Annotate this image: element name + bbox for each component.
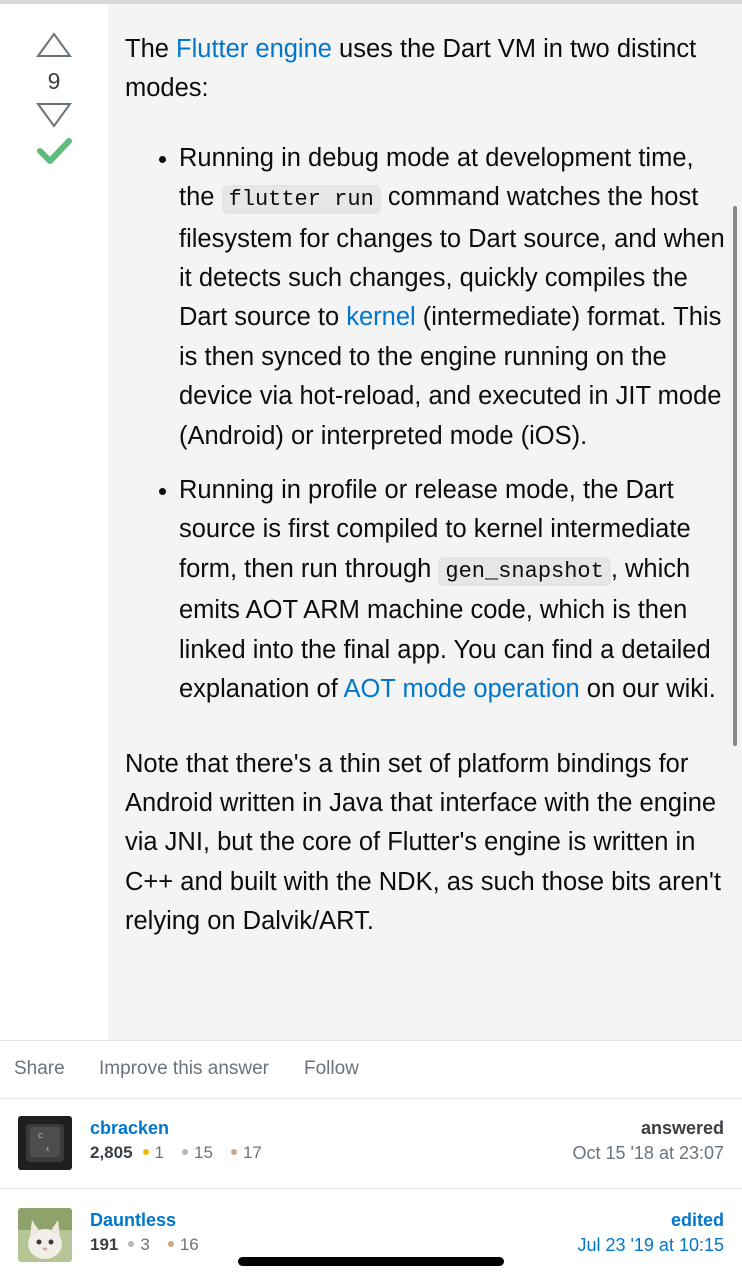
aot-mode-operation-link[interactable]: AOT mode operation: [343, 675, 580, 704]
upvote-arrow-icon[interactable]: [36, 32, 72, 58]
answer-post-body: [125, 30, 725, 942]
editor-user-card: [0, 1190, 742, 1280]
bullet2-text-3: on our wiki.: [579, 675, 716, 704]
silver-badge-icon: [128, 1241, 134, 1247]
bullet1-text-3: (intermediate) format. This is then synced to the engine running on the device via hot-reload, and executed in JIT mode (Android) or interpreted mode (iOS).: [179, 303, 722, 450]
edited-label[interactable]: edited: [670, 1210, 724, 1230]
bullet1-text-2: command watches the host filesystem for changes to Dart source, and when it detects such changes, quickly compiles the Dart source to: [179, 183, 725, 332]
note-paragraph: Note that there's a thin set of platform bindings for Android written in Java that interface with the engine via JNI, but the core of Flutter's engine is written in C++ and built with the NDK, as such those bits aren't relying on Dalvik/ART.: [125, 749, 721, 936]
modes-list: [125, 139, 725, 710]
editor-reputation: [90, 1235, 217, 1255]
bronze-badge-count: 17: [242, 1143, 262, 1162]
bullet2-text: Running in profile or release mode, the Dart source is first compiled to kernel intermediate form, then run through: [179, 476, 691, 583]
follow-link[interactable]: Follow: [304, 1058, 359, 1079]
bronze-badge-icon: [231, 1149, 237, 1155]
cbracken-avatar[interactable]: [18, 1116, 72, 1170]
post-actions-bar: [0, 1040, 742, 1099]
svg-text:±: ±: [46, 1147, 50, 1153]
downvote-arrow-icon[interactable]: [36, 102, 72, 128]
flutter-run-code: flutter run: [222, 185, 381, 214]
bullet2-text-2: , which emits AOT ARM machine code, which is then linked into the final app. You can find a detailed explanation of: [179, 554, 711, 704]
gold-badge-icon: [143, 1149, 149, 1155]
answerer-user-card: [0, 1098, 742, 1189]
gold-badge-count: 1: [154, 1143, 165, 1162]
answerer-name[interactable]: cbracken: [90, 1118, 170, 1138]
answerer-reputation: [90, 1143, 280, 1163]
kernel-link[interactable]: kernel: [346, 303, 416, 332]
list-item-debug-mode: [179, 139, 725, 456]
scrollbar[interactable]: [733, 206, 737, 746]
answered-date: Oct 15 '18 at 23:07: [572, 1143, 724, 1163]
intro-paragraph: [125, 30, 725, 109]
bronze-badge-count: 16: [179, 1235, 199, 1254]
editor-name[interactable]: Dauntless: [90, 1210, 177, 1230]
silver-badge-count: 15: [194, 1143, 213, 1162]
bronze-badge-icon: [168, 1241, 174, 1247]
svg-text:C: C: [38, 1133, 44, 1140]
list-item-release-mode: [179, 471, 725, 709]
improve-answer-link[interactable]: Improve this answer: [99, 1058, 270, 1079]
home-indicator[interactable]: [238, 1257, 504, 1266]
intro-text-end: uses the Dart VM in two distinct modes:: [125, 35, 697, 103]
share-link[interactable]: Share: [14, 1058, 65, 1079]
reputation-score: 191: [90, 1235, 119, 1254]
intro-text: The: [125, 35, 177, 63]
bullet1-text: Running in debug mode at development time, the: [179, 143, 694, 212]
edited-date[interactable]: Jul 23 '19 at 10:15: [577, 1235, 724, 1255]
accepted-checkmark-icon: [36, 136, 72, 166]
silver-badge-count: 3: [140, 1235, 150, 1254]
gen-snapshot-code: gen_snapshot: [438, 557, 610, 586]
vote-column: [0, 4, 108, 1040]
answered-label: answered: [640, 1118, 724, 1138]
vote-count: 9: [47, 68, 61, 94]
silver-badge-icon: [182, 1149, 188, 1155]
flutter-engine-link[interactable]: Flutter engine: [176, 35, 332, 63]
reputation-score: 2,805: [90, 1143, 133, 1162]
dauntless-avatar[interactable]: [18, 1208, 72, 1262]
